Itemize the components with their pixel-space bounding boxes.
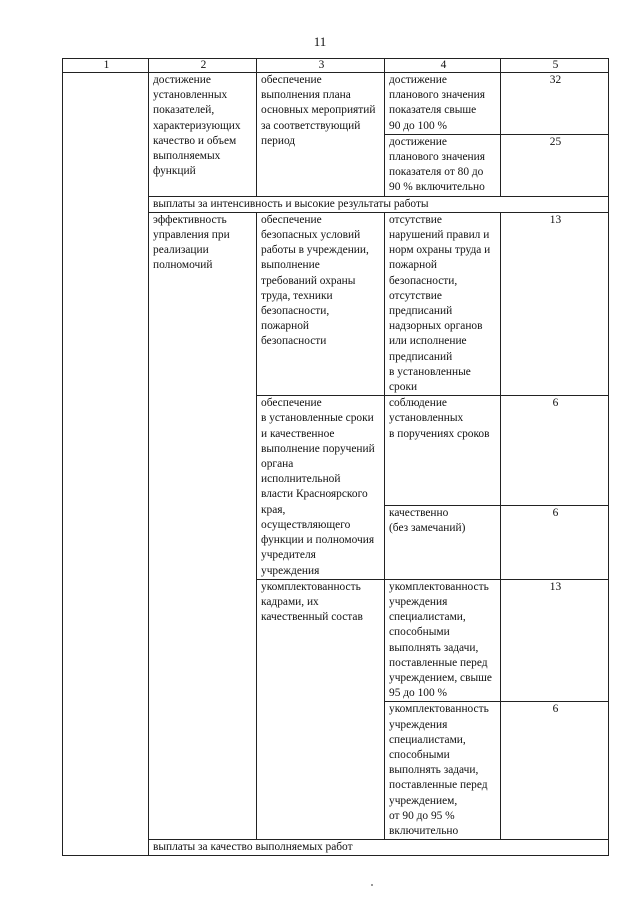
column-header-5: 5 <box>501 59 609 73</box>
position-cell <box>63 73 149 856</box>
column-header-4: 4 <box>385 59 501 73</box>
amount-cell: 6 <box>501 702 609 840</box>
criterion-cell: эффективность управления при реализации полномочий <box>149 212 257 839</box>
indicator-cell: обеспечение безопасных условий работы в учреждении, выполнение требований охраны труда, техники безопасности, пожарной безопасности <box>257 212 385 395</box>
table-header-row <box>63 59 609 73</box>
scan-speck <box>371 884 373 886</box>
condition-cell: достижение планового значения показателя от 80 до 90 % включительно <box>385 134 501 196</box>
amount-cell: 6 <box>501 396 609 506</box>
column-header-2: 2 <box>149 59 257 73</box>
column-header-3: 3 <box>257 59 385 73</box>
criterion-cell: достижение установленных показателей, характеризующих качество и объем выполняемых функций <box>149 73 257 197</box>
condition-cell: укомплектованность учреждения специалистами, способными выполнять задачи, поставленные перед учреждением, свыше 95 до 100 % <box>385 579 501 702</box>
condition-cell: укомплектованность учреждения специалистами, способными выполнять задачи, поставленные перед учреждением, от 90 до 95 % включительно <box>385 702 501 840</box>
section-heading: выплаты за интенсивность и высокие результаты работы <box>149 196 609 212</box>
amount-cell: 6 <box>501 505 609 579</box>
page-number: 11 <box>313 34 327 49</box>
condition-cell: достижение планового значения показателя свыше 90 до 100 % <box>385 73 501 135</box>
amount-cell: 32 <box>501 73 609 135</box>
criteria-table <box>62 58 609 856</box>
condition-cell: качественно (без замечаний) <box>385 505 501 579</box>
table-row <box>63 73 609 135</box>
column-header-1: 1 <box>63 59 149 73</box>
amount-cell: 13 <box>501 212 609 395</box>
section-heading: выплаты за качество выполняемых работ <box>149 840 609 856</box>
condition-cell: соблюдение установленных в поручениях сроков <box>385 396 501 506</box>
indicator-cell: укомплектованность кадрами, их качественный состав <box>257 579 385 839</box>
indicator-cell: обеспечение в установленные сроки и качественное выполнение поручений органа исполнительной власти Красноярского края, осуществляющего функции и полномочия учредителя учреждения <box>257 396 385 579</box>
indicator-cell: обеспечение выполнения плана основных мероприятий за соответствующий период <box>257 73 385 197</box>
amount-cell: 25 <box>501 134 609 196</box>
condition-cell: отсутствие нарушений правил и норм охраны труда и пожарной безопасности, отсутствие предписаний надзорных органов или исполнение предписаний в установленные сроки <box>385 212 501 395</box>
amount-cell: 13 <box>501 579 609 702</box>
